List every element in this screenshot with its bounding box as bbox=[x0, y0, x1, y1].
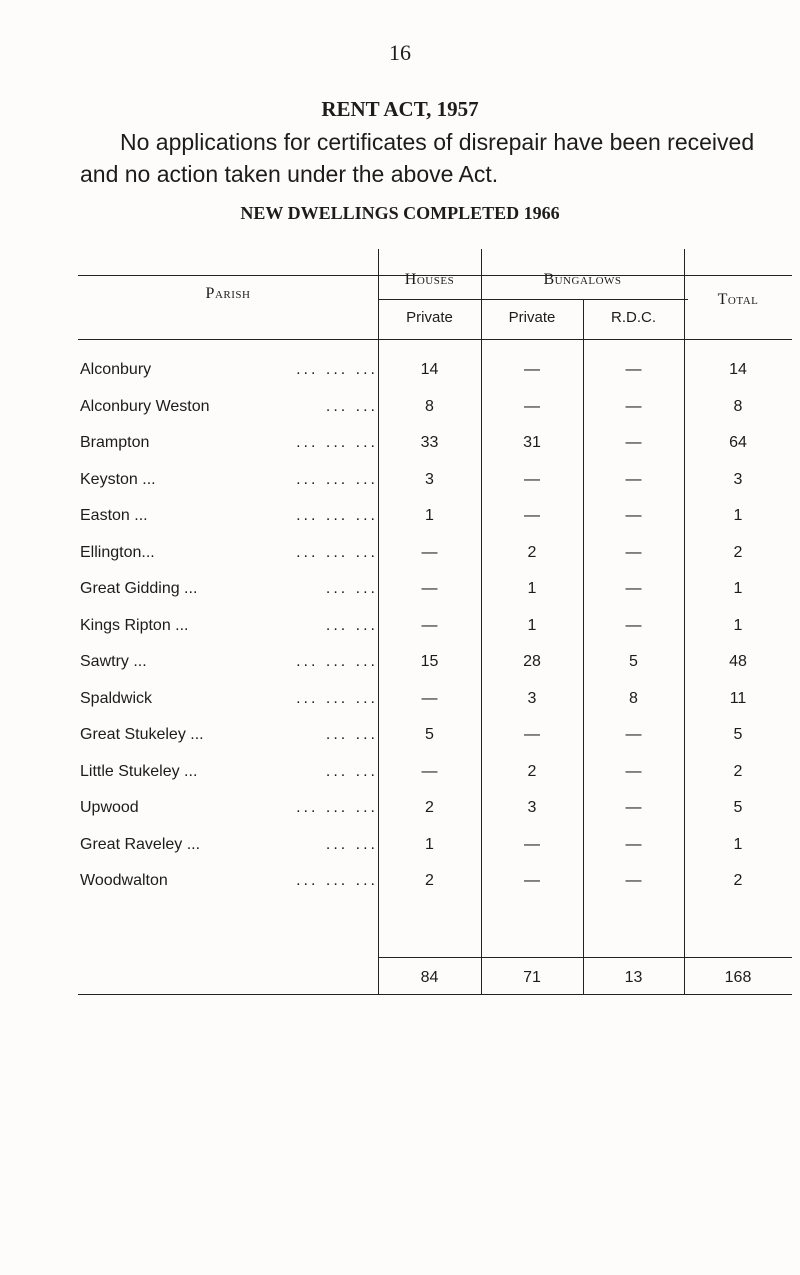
table-row bbox=[78, 726, 792, 750]
cell-bungalows-private: — bbox=[524, 397, 540, 415]
cell-parish: Keyston ... bbox=[80, 470, 156, 488]
header-bungalows: Bungalows bbox=[543, 271, 622, 288]
cell-total: 1 bbox=[733, 835, 743, 853]
leader-dots: ... ... bbox=[325, 835, 378, 853]
cell-houses-private: — bbox=[421, 762, 438, 780]
cell-total: 2 bbox=[733, 762, 743, 780]
cell-bungalows-rdc: — bbox=[625, 507, 642, 524]
table-row bbox=[78, 653, 792, 677]
cell-houses-private: 2 bbox=[425, 799, 434, 816]
leader-dots: ... ... ... bbox=[296, 361, 378, 378]
cell-parish: Sawtry ... bbox=[80, 653, 147, 670]
cell-bungalows-private: 1 bbox=[527, 580, 537, 597]
cell-bungalows-rdc: — bbox=[625, 799, 642, 816]
cell-total: 2 bbox=[733, 543, 743, 561]
cell-total: 48 bbox=[729, 653, 747, 670]
paragraph-line-1: No applications for certificates of disrepair have been received bbox=[120, 129, 755, 155]
dwellings-table bbox=[78, 249, 792, 994]
cell-bungalows-rdc: — bbox=[625, 762, 642, 780]
table-row bbox=[78, 763, 792, 787]
cell-parish: Spaldwick bbox=[80, 689, 153, 707]
leader-dots: ... ... ... bbox=[296, 653, 378, 670]
cell-bungalows-private: — bbox=[524, 361, 540, 378]
cell-parish: Alconbury Weston bbox=[80, 397, 210, 415]
leader-dots: ... ... ... bbox=[296, 543, 378, 561]
cell-total: 3 bbox=[733, 470, 743, 488]
cell-bungalows-rdc: — bbox=[625, 434, 642, 451]
cell-bungalows-private: 28 bbox=[523, 653, 541, 670]
cell-total: 1 bbox=[733, 507, 743, 524]
cell-total: 11 bbox=[729, 689, 747, 707]
cell-bungalows-rdc: 5 bbox=[629, 653, 638, 670]
cell-total: 5 bbox=[733, 726, 743, 743]
leader-dots: ... ... bbox=[325, 580, 378, 597]
leader-dots: ... ... bbox=[325, 762, 378, 780]
cell-parish: Kings Ripton ... bbox=[80, 616, 189, 634]
cell-bungalows-rdc: — bbox=[625, 726, 642, 743]
cell-parish: Easton ... bbox=[80, 507, 148, 524]
subheader-bungalows-private: Private bbox=[508, 309, 556, 326]
cell-parish: Great Stukeley ... bbox=[80, 726, 204, 743]
cell-bungalows-rdc: — bbox=[625, 835, 642, 853]
cell-total: 64 bbox=[729, 434, 747, 451]
body-paragraph bbox=[80, 126, 770, 190]
cell-bungalows-rdc: — bbox=[625, 580, 642, 597]
leader-dots: ... ... ... bbox=[296, 507, 378, 524]
table-row bbox=[78, 690, 792, 714]
table-row bbox=[78, 872, 792, 896]
total-grand: 168 bbox=[724, 969, 752, 986]
total-bungalows-rdc: 13 bbox=[624, 969, 643, 986]
cell-bungalows-private: — bbox=[524, 507, 540, 524]
cell-bungalows-private: — bbox=[524, 835, 540, 853]
cell-bungalows-private: 31 bbox=[523, 434, 541, 451]
cell-bungalows-private: 2 bbox=[527, 543, 537, 561]
table-row bbox=[78, 471, 792, 495]
cell-total: 1 bbox=[733, 616, 743, 634]
table-row bbox=[78, 799, 792, 823]
cell-parish: Little Stukeley ... bbox=[80, 762, 198, 780]
cell-houses-private: 5 bbox=[425, 726, 434, 743]
total-bungalows-private: 71 bbox=[523, 969, 541, 986]
cell-houses-private: 1 bbox=[425, 835, 434, 853]
cell-parish: Upwood bbox=[80, 799, 139, 816]
cell-houses-private: — bbox=[421, 689, 438, 707]
leader-dots: ... ... bbox=[325, 616, 378, 634]
cell-bungalows-private: — bbox=[524, 726, 540, 743]
total-houses-private: 84 bbox=[420, 969, 439, 986]
table-row bbox=[78, 398, 792, 422]
header-total: Total bbox=[717, 291, 759, 308]
cell-bungalows-rdc: — bbox=[625, 470, 642, 488]
leader-dots: ... ... bbox=[325, 397, 378, 415]
cell-total: 1 bbox=[733, 580, 743, 597]
subheader-houses-private: Private bbox=[406, 309, 453, 326]
table-row bbox=[78, 434, 792, 458]
cell-houses-private: 1 bbox=[425, 507, 434, 524]
cell-parish: Ellington... bbox=[80, 543, 155, 561]
cell-houses-private: — bbox=[421, 616, 438, 634]
cell-houses-private: — bbox=[421, 543, 438, 561]
cell-parish: Alconbury bbox=[80, 361, 152, 378]
cell-total: 14 bbox=[729, 361, 747, 378]
subheader-bungalows-rdc: R.D.C. bbox=[611, 309, 656, 326]
cell-houses-private: 3 bbox=[425, 470, 434, 488]
table-row bbox=[78, 580, 792, 604]
cell-total: 5 bbox=[733, 799, 743, 816]
totals-rule bbox=[378, 957, 792, 958]
cell-parish: Great Gidding ... bbox=[80, 580, 198, 597]
table-title: NEW DWELLINGS COMPLETED 1966 bbox=[240, 203, 560, 223]
cell-houses-private: 14 bbox=[420, 361, 439, 378]
cell-bungalows-private: 3 bbox=[527, 799, 537, 816]
leader-dots: ... ... ... bbox=[296, 689, 378, 707]
cell-bungalows-private: 3 bbox=[527, 689, 537, 707]
header-houses: Houses bbox=[404, 271, 455, 288]
table-row bbox=[78, 361, 792, 385]
cell-bungalows-rdc: — bbox=[625, 616, 642, 634]
cell-bungalows-private: — bbox=[524, 872, 540, 889]
cell-houses-private: 33 bbox=[420, 434, 439, 451]
cell-houses-private: 8 bbox=[425, 397, 434, 415]
leader-dots: ... ... ... bbox=[296, 470, 378, 488]
cell-parish: Great Raveley ... bbox=[80, 835, 201, 853]
cell-bungalows-private: — bbox=[524, 470, 540, 488]
header-parish: Parish bbox=[205, 285, 251, 302]
cell-bungalows-rdc: — bbox=[625, 543, 642, 561]
table-row bbox=[78, 836, 792, 860]
table-bottom-rule bbox=[78, 994, 792, 995]
totals-row bbox=[78, 969, 792, 993]
cell-bungalows-rdc: — bbox=[625, 397, 642, 415]
cell-parish: Brampton bbox=[80, 434, 150, 451]
leader-dots: ... ... ... bbox=[296, 799, 378, 816]
table-row bbox=[78, 617, 792, 641]
cell-total: 2 bbox=[733, 872, 743, 889]
cell-bungalows-private: 2 bbox=[527, 762, 537, 780]
cell-bungalows-private: 1 bbox=[527, 616, 537, 634]
page-number: 16 bbox=[389, 40, 411, 65]
leader-dots: ... ... bbox=[325, 726, 378, 743]
cell-bungalows-rdc: — bbox=[625, 361, 642, 378]
cell-houses-private: 2 bbox=[425, 872, 434, 889]
paragraph-line-2: and no action taken under the above Act. bbox=[80, 161, 499, 187]
cell-parish: Woodwalton bbox=[80, 872, 168, 889]
cell-houses-private: 15 bbox=[420, 653, 439, 670]
cell-bungalows-rdc: — bbox=[625, 872, 642, 889]
leader-dots: ... ... ... bbox=[296, 434, 378, 451]
table-row bbox=[78, 544, 792, 568]
cell-total: 8 bbox=[733, 397, 743, 415]
leader-dots: ... ... ... bbox=[296, 872, 378, 889]
section-heading: RENT ACT, 1957 bbox=[321, 97, 479, 121]
cell-bungalows-rdc: 8 bbox=[629, 689, 638, 707]
cell-houses-private: — bbox=[421, 580, 438, 597]
header-mid-rule bbox=[378, 299, 688, 300]
table-row bbox=[78, 507, 792, 531]
